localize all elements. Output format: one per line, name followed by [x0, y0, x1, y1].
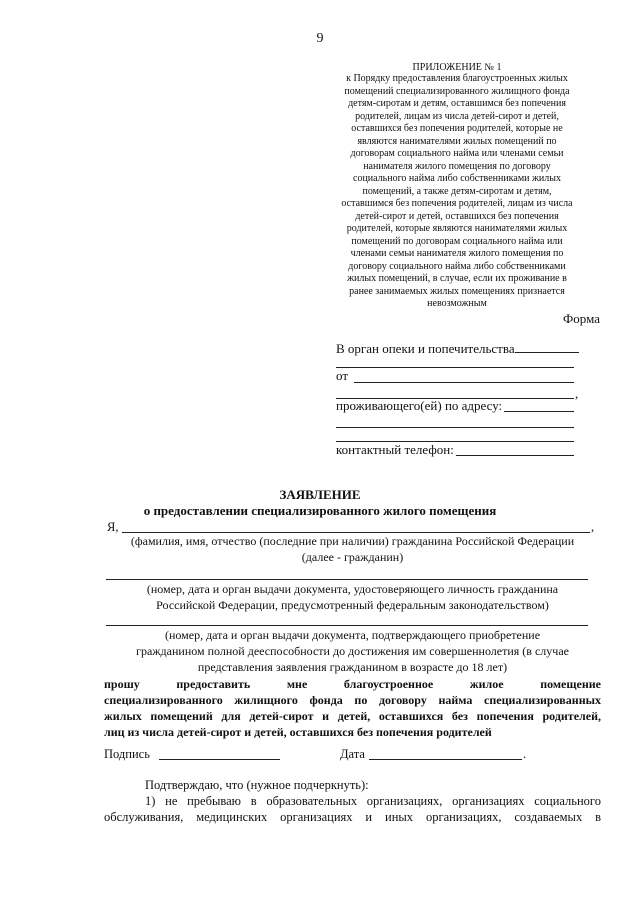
page-number: 9 [316, 31, 324, 46]
appendix-line: детей-сирот и детей, оставшихся без попечения [355, 210, 559, 222]
name-caption-line-2: (далее - гражданин) [301, 550, 404, 564]
statement-subtitle: о предоставлении специализированного жилого помещения [143, 503, 497, 518]
capacity-caption-line-2: гражданином полной дееспособности до достижения им совершеннолетия (в случае [136, 644, 569, 658]
form-label: Форма [563, 311, 600, 326]
phone-label: контактный телефон: [336, 442, 454, 457]
addressee-to-label: В орган опеки и попечительства [336, 341, 515, 356]
appendix-line: договорам социального найма или членами семьи [350, 148, 564, 159]
request-line-3: жилых помещений для детей-сирот и детей, оставшихся без попечения родителей, [104, 709, 601, 723]
appendix-line: договору социального найма либо собственниками [348, 260, 566, 272]
request-line-1: прошу предоставить мне благоустроенное жилое помещение [104, 677, 601, 691]
addressee-blank-line[interactable] [336, 367, 574, 368]
appendix-line: членами семьи нанимателя жилого помещения по [350, 248, 564, 259]
appendix-line: невозможным [427, 298, 487, 309]
request-text [104, 676, 601, 740]
residence-field-line-2[interactable] [336, 427, 574, 428]
from-comma: , [575, 386, 579, 401]
phone-row [336, 442, 454, 458]
confirmation-item1-line2: обслуживания, медицинских организациях и иных организациях, создаваемых в [104, 810, 601, 824]
appendix-line: помещений специализированного жилищного фонда [344, 85, 570, 97]
appendix-line: помещений по договорам социального найма или [351, 235, 563, 247]
date-label: Дата [340, 747, 365, 761]
capacity-document-field[interactable] [106, 625, 588, 626]
appendix-line: являются нанимателями жилых помещений по [357, 135, 557, 147]
statement-title: ЗАЯВЛЕНИЕ [279, 487, 361, 502]
appendix-heading: ПРИЛОЖЕНИЕ № 1 [412, 62, 502, 73]
residence-row [336, 398, 502, 414]
residence-label: проживающего(ей) по адресу: [336, 398, 503, 413]
appendix-line: родителей, лицам из числа детей-сирот и детей, [355, 110, 559, 122]
appendix-line: детям-сиротам и детям, оставшимся без попечения [348, 98, 566, 109]
appendix-line: оставшимся без попечения родителей, лицам из числа [341, 198, 573, 209]
appendix-text [336, 73, 578, 311]
request-line-4: лиц из числа детей-сирот и детей, оставшихся без попечения родителей [104, 725, 492, 739]
appendix-line: родителей, которые являются нанимателями жилых [346, 223, 568, 234]
signature-field[interactable] [159, 759, 280, 760]
addressee-from-row [336, 368, 348, 384]
confirmation-item1-line1: 1) не пребываю в образовательных организациях, организациях социального [145, 794, 601, 808]
capacity-caption-line-1: (номер, дата и орган выдачи документа, подтверждающего приобретение [164, 628, 541, 642]
confirmation-intro: Подтверждаю, что (нужное подчеркнуть): [145, 778, 369, 792]
addressee-from-label: от [336, 368, 349, 383]
name-caption-line-1: (фамилия, имя, отчество (последние при наличии) гражданина Российской Федерации [130, 534, 575, 548]
appendix-line: помещений, а также детям-сиротам и детям, [362, 185, 552, 197]
guardianship-body-field[interactable] [515, 339, 579, 353]
identity-doc-caption-line-2: Российской Федерации, предусмотренный федеральным законодательством) [156, 598, 549, 612]
date-field[interactable] [369, 759, 522, 760]
appendix-line: социального найма либо собственниками жилых [353, 173, 561, 184]
date-period: . [523, 747, 527, 761]
appendix-line: нанимателя жилого помещения по договору [363, 160, 551, 172]
capacity-caption-line-3: представления заявления гражданином в возрасте до 18 лет) [197, 660, 508, 674]
i-label: Я, [107, 520, 119, 534]
identity-document-field[interactable] [106, 579, 588, 580]
appendix-line: ранее занимаемых жилых помещениях признается [349, 285, 565, 297]
residence-field[interactable] [504, 411, 574, 412]
addressee-to-row [336, 339, 579, 357]
phone-field[interactable] [456, 455, 574, 456]
appendix-line: к Порядку предоставления благоустроенных жилых [346, 73, 568, 84]
name-comma: , [591, 520, 595, 534]
from-field[interactable] [354, 382, 574, 383]
identity-doc-caption-line-1: (номер, дата и орган выдачи документа, удостоверяющего личность гражданина [146, 582, 559, 596]
signature-label: Подпись [104, 747, 150, 761]
appendix-line: оставшихся без попечения родителей, которые не [351, 123, 563, 134]
appendix-line: жилых помещений, в случае, если их проживание в [347, 273, 567, 284]
request-line-2: специализированного жилищного фонда по договору найма специализированных [104, 693, 601, 707]
